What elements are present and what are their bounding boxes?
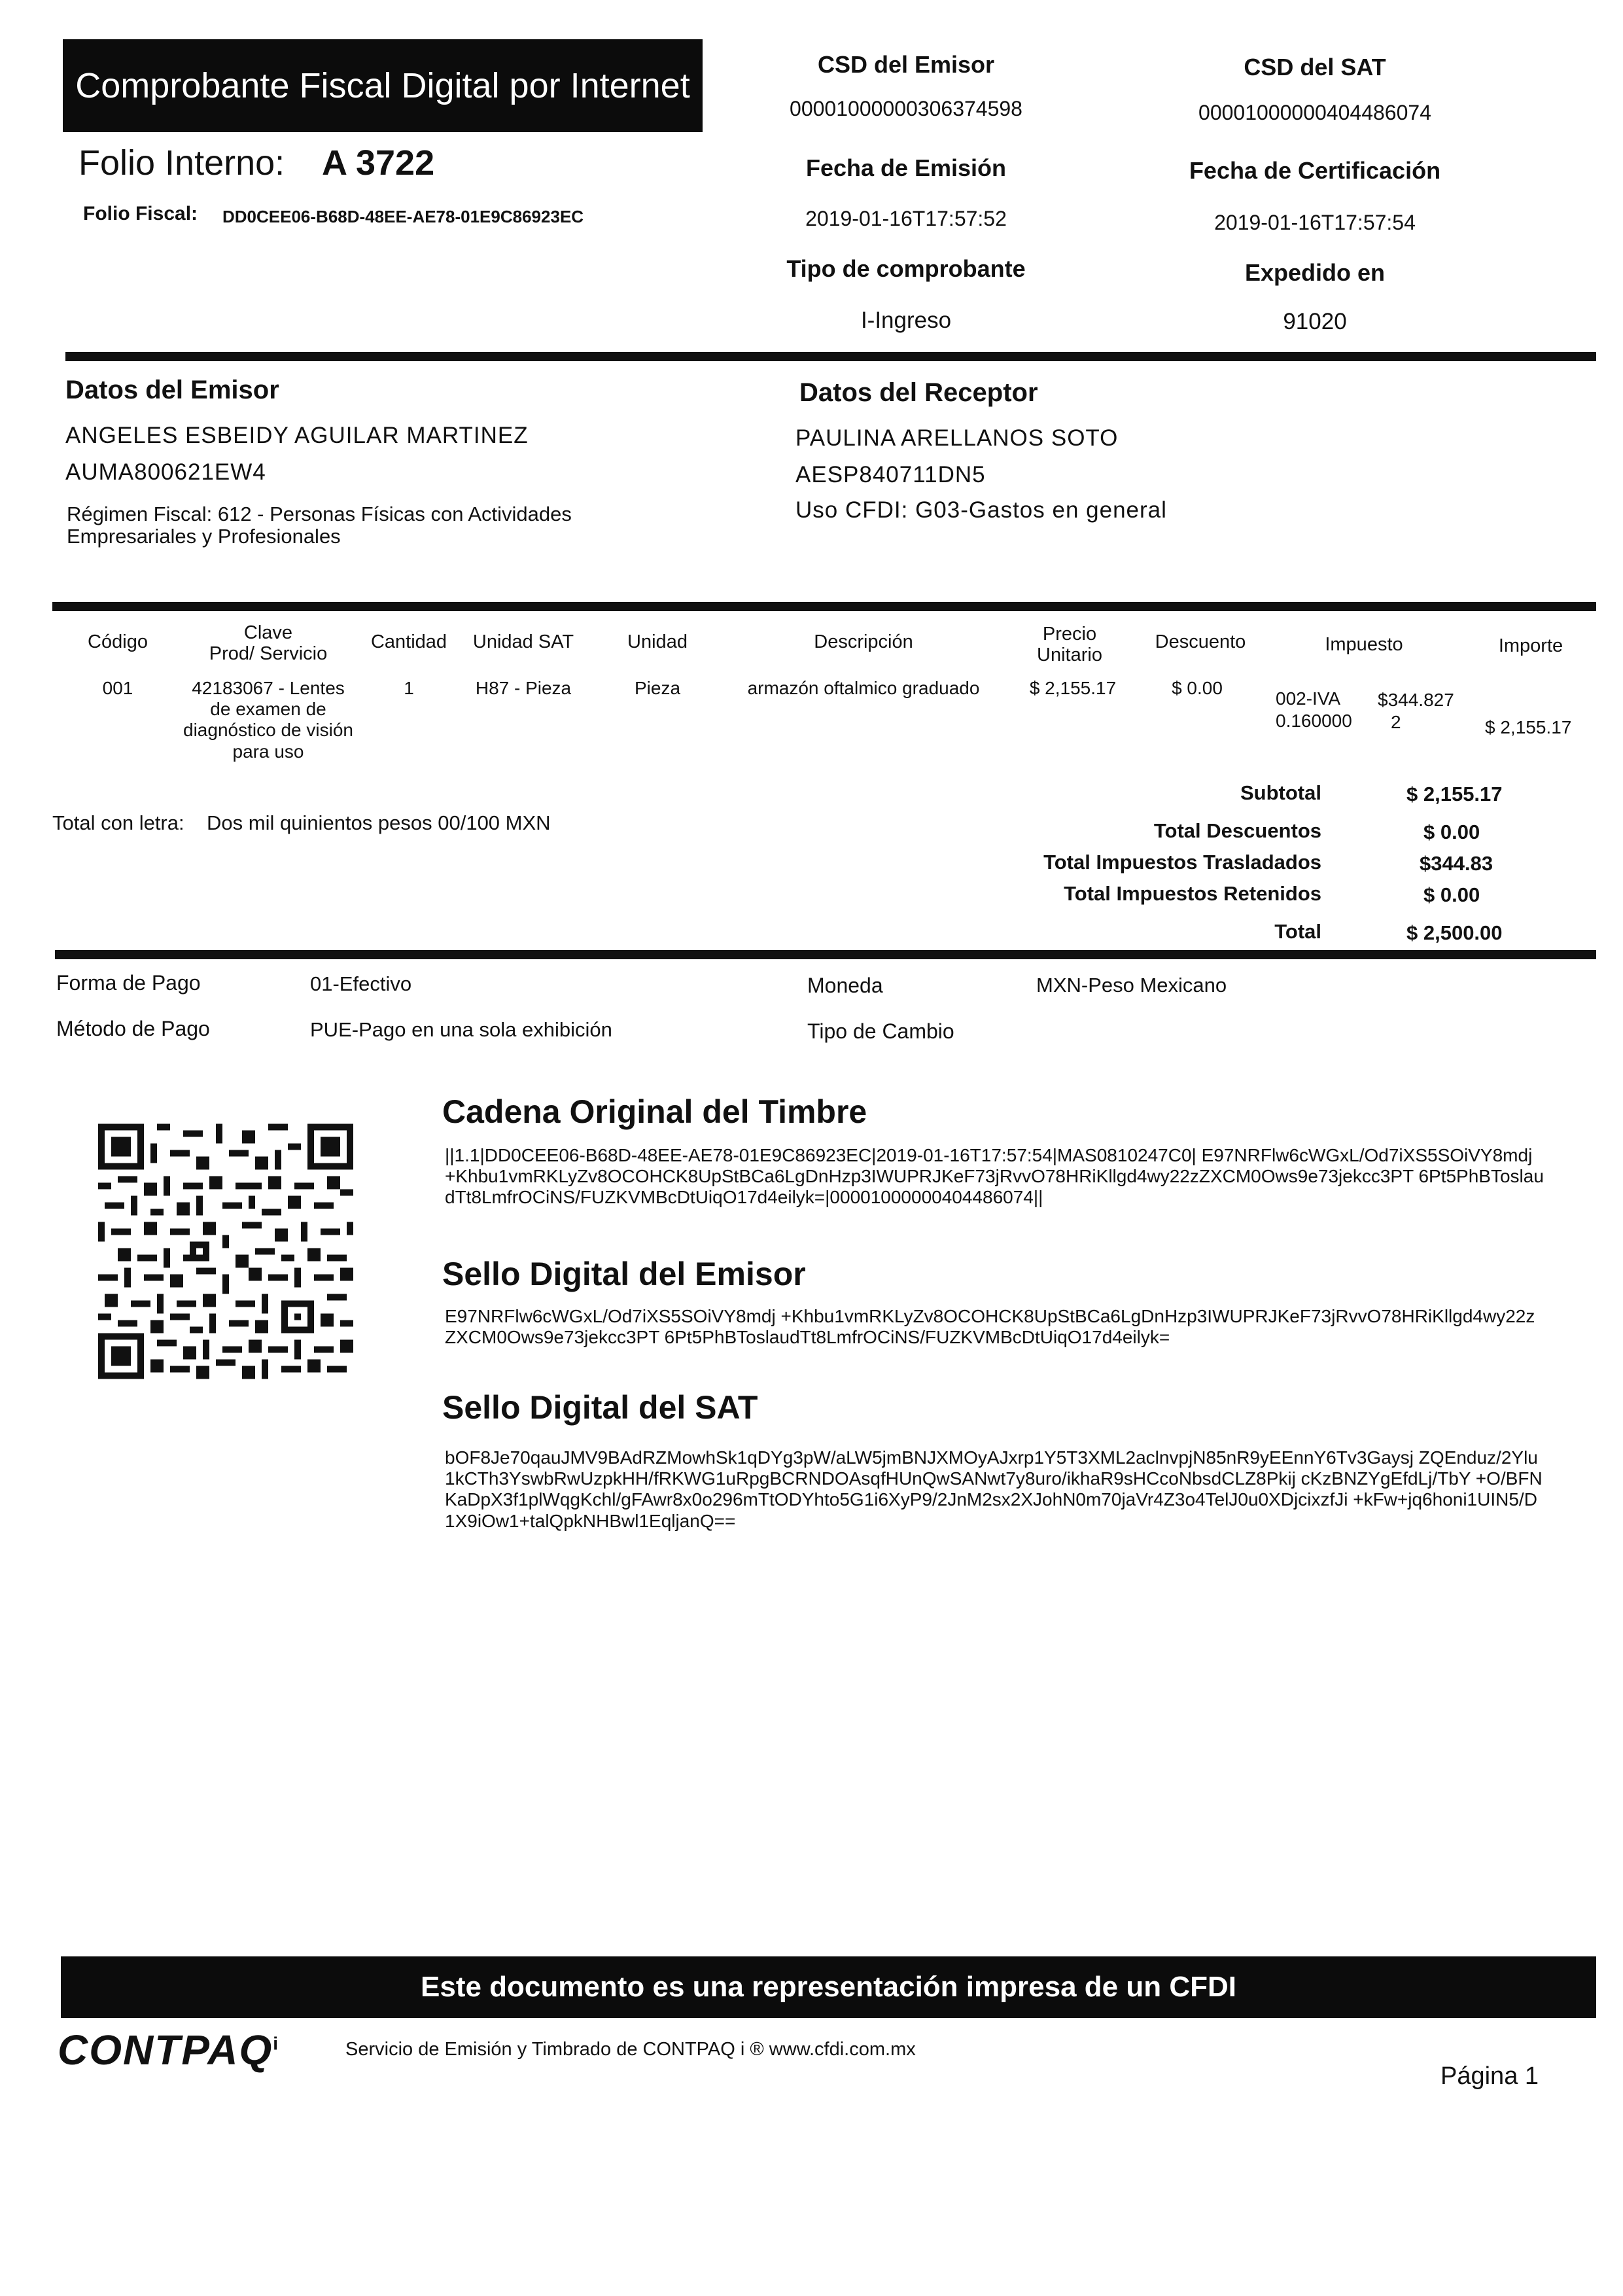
contpaq-logo-text: CONTPAQ	[58, 2026, 273, 2074]
totals-divider	[55, 950, 1596, 959]
sello-emisor-text: E97NRFlw6cWGxL/Od7iXS5SOiVY8mdj +Khbu1vmRKLyZv8OCOHCK8UpStBCa6LgDnHzp3IWUPRJKeF73jRvvO78HRiKllgd4wy22zZXCM0Ows9e73jekcc3PT 6Pt5PhBToslaudTt8LmfrOCiNS/FUZKVMBcDtUiqO17d4eilyk=	[445, 1306, 1535, 1348]
col-header-importe: Importe	[1498, 635, 1563, 656]
cell-impuesto-monto: $344.827	[1378, 690, 1454, 710]
csd-sat-value: 00001000000404486074	[1198, 101, 1431, 124]
cell-codigo: 001	[102, 678, 133, 698]
fecha-certificacion-value: 2019-01-16T17:57:54	[1214, 211, 1416, 234]
col-header-codigo: Código	[88, 631, 148, 652]
cadena-original-text: ||1.1|DD0CEE06-B68D-48EE-AE78-01E9C86923EC|2019-01-16T17:57:54|MAS0810247C0| E97NRFlw6cWGxL/Od7iXS5SOiVY8mdj +Khbu1vmRKLyZv8OCOHCK8UpStBCa6LgDnHzp3IWUPRJKeF73jRvvO78HRiKllgd4wy22zZXCM0Ows9e73jekcc3PT 6Pt5PhBToslaudTt8LmfrOCiNS/FUZKVMBcDtUiqO17d4eilyk=|00001000000404486074||	[445, 1145, 1544, 1208]
expedido-en-label: Expedido en	[1244, 259, 1386, 286]
cell-unidad: Pieza	[634, 678, 681, 698]
emisor-title: Datos del Emisor	[65, 376, 279, 404]
sello-sat-text: bOF8Je70qauJMV9BAdRZMowhSk1qDYg3pW/aLW5jmBNJXMOyAJxrp1Y5T3XML2aclnvpjN85nR9yEEnnY6Tv3Gaysj ZQEnduz/2Ylu1kCTh3YswbRwUzpkHH/fRKWG1uRpgBCRNDOAsqfHUnQwSANwt7y8uro/ikhaR9sHCcoNbsdCLZ8Pkij cKzBNZYgEfdLj/TbY +O/BFNKaDpX3f1plWqgKchl/gFAwr8x0o296mTtODYhto5G1i6XyP9/2JnM2sx2XJohN0m70jaVr4Z3o4TelJ0u0XDjcixzfJi +kFw+jq6honi1UIN5/D1X9iOw1+talQpkNHBwl1EqljanQ==	[445, 1447, 1543, 1531]
qr-code-image	[98, 1122, 353, 1381]
emisor-regimen-line2: Empresariales y Profesionales	[67, 525, 341, 548]
fecha-certificacion-label: Fecha de Certificación	[1189, 157, 1441, 184]
subtotal-value: $ 2,155.17	[1406, 783, 1503, 805]
total-retenidos-value: $ 0.00	[1423, 883, 1480, 906]
folio-interno-value: A 3722	[322, 143, 435, 183]
cell-impuesto-tipo: 002-IVA	[1276, 688, 1341, 709]
total-letra-label: Total con letra:	[52, 811, 184, 834]
cell-unidad-sat: H87 - Pieza	[475, 678, 572, 698]
forma-pago-label: Forma de Pago	[56, 971, 201, 995]
col-header-cantidad: Cantidad	[370, 631, 447, 652]
emisor-rfc: AUMA800621EW4	[65, 459, 266, 485]
cell-precio: $ 2,155.17	[1029, 678, 1117, 698]
fecha-emision-value: 2019-01-16T17:57:52	[805, 207, 1007, 230]
cell-clave-line4: para uso	[232, 741, 304, 762]
document-title: Comprobante Fiscal Digital por Internet	[63, 39, 703, 132]
footer-banner: Este documento es una representación impresa de un CFDI	[61, 1956, 1596, 2018]
items-top-divider	[52, 602, 1596, 611]
emisor-regimen-line1: Régimen Fiscal: 612 - Personas Físicas con Actividades	[67, 503, 572, 525]
cadena-original-title: Cadena Original del Timbre	[442, 1093, 867, 1130]
cell-descripcion: armazón oftalmico graduado	[747, 678, 980, 698]
sello-emisor-title: Sello Digital del Emisor	[442, 1256, 806, 1292]
csd-emisor-label: CSD del Emisor	[817, 51, 995, 78]
total-descuentos-value: $ 0.00	[1423, 821, 1480, 843]
cell-clave-line2: de examen de	[210, 699, 326, 720]
csd-sat-label: CSD del SAT	[1244, 54, 1386, 80]
total-letra-value: Dos mil quinientos pesos 00/100 MXN	[207, 811, 551, 834]
cell-impuesto-monto-cont: 2	[1391, 712, 1401, 732]
tipo-cambio-label: Tipo de Cambio	[807, 1019, 954, 1043]
fecha-emision-label: Fecha de Emisión	[805, 154, 1007, 181]
folio-fiscal-value: DD0CEE06-B68D-48EE-AE78-01E9C86923EC	[222, 207, 584, 226]
col-header-clave	[196, 623, 340, 665]
sello-sat-title: Sello Digital del SAT	[442, 1389, 758, 1426]
col-header-unidad: Unidad	[627, 631, 688, 652]
cell-clave-line3: diagnóstico de visión	[183, 720, 353, 741]
total-trasladados-value: $344.83	[1420, 852, 1493, 875]
col-header-precio-line2: Unitario	[1037, 644, 1102, 665]
contpaq-logo-i: i	[273, 2033, 280, 2054]
metodo-pago-label: Método de Pago	[56, 1017, 210, 1040]
contpaq-logo	[58, 2026, 279, 2074]
metodo-pago-value: PUE-Pago en una sola exhibición	[310, 1018, 612, 1041]
folio-interno-label: Folio Interno:	[79, 143, 285, 183]
forma-pago-value: 01-Efectivo	[310, 972, 412, 995]
csd-emisor-value: 00001000000306374598	[790, 97, 1022, 120]
receptor-title: Datos del Receptor	[799, 378, 1038, 407]
cell-clave	[177, 678, 360, 762]
col-header-impuesto: Impuesto	[1325, 634, 1403, 655]
moneda-value: MXN-Peso Mexicano	[1036, 974, 1227, 997]
col-header-unidad-sat: Unidad SAT	[472, 631, 574, 652]
header-divider	[65, 352, 1596, 361]
total-value: $ 2,500.00	[1406, 921, 1503, 944]
tipo-comprobante-label: Tipo de comprobante	[786, 255, 1026, 282]
emisor-name: ANGELES ESBEIDY AGUILAR MARTINEZ	[65, 423, 529, 448]
service-text: Servicio de Emisión y Timbrado de CONTPAQ i ® www.cfdi.com.mx	[345, 2039, 916, 2060]
folio-fiscal-label: Folio Fiscal:	[83, 203, 198, 224]
cell-cantidad: 1	[404, 678, 414, 698]
cell-impuesto-tasa: 0.160000	[1276, 711, 1352, 731]
total-trasladados-label: Total Impuestos Trasladados	[1043, 851, 1321, 874]
cell-importe: $ 2,155.17	[1485, 717, 1572, 737]
col-header-precio-line1: Precio	[1042, 624, 1097, 645]
moneda-label: Moneda	[807, 974, 883, 997]
col-header-clave-line1: Clave	[243, 622, 293, 643]
total-retenidos-label: Total Impuestos Retenidos	[1064, 882, 1321, 905]
col-header-descripcion: Descripción	[814, 631, 913, 652]
subtotal-label: Subtotal	[1240, 781, 1321, 804]
expedido-en-value: 91020	[1283, 309, 1347, 334]
receptor-uso-cfdi: Uso CFDI: G03-Gastos en general	[795, 497, 1167, 523]
total-descuentos-label: Total Descuentos	[1153, 819, 1321, 842]
receptor-rfc: AESP840711DN5	[795, 462, 986, 487]
col-header-descuento: Descuento	[1155, 631, 1246, 652]
tipo-comprobante-value: I-Ingreso	[860, 308, 952, 333]
page-number: Página 1	[1440, 2062, 1539, 2090]
cell-clave-line1: 42183067 - Lentes	[192, 678, 345, 698]
col-header-precio	[1021, 624, 1119, 666]
cell-descuento: $ 0.00	[1172, 678, 1223, 698]
col-header-clave-line2: Prod/ Servicio	[209, 643, 328, 664]
receptor-name: PAULINA ARELLANOS SOTO	[795, 425, 1119, 451]
total-label: Total	[1274, 920, 1321, 943]
